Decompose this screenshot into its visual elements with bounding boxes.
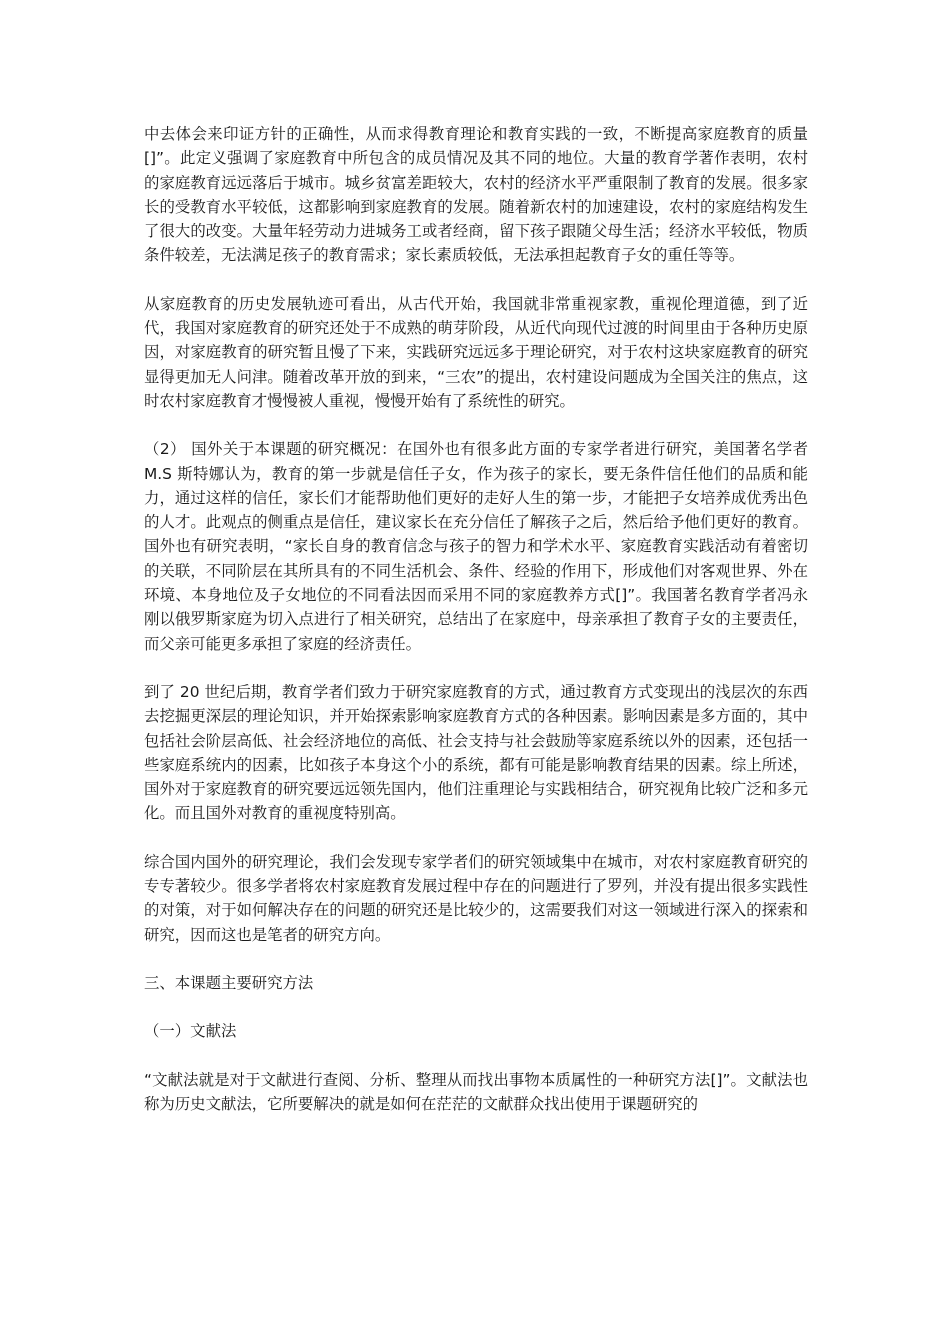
paragraph-spacer [144,413,808,437]
paragraph-spacer [144,995,808,1019]
body-paragraph: 到了 20 世纪后期，教育学者们致力于研究家庭教育的方式，通过教育方式变现出的浅层次的东西去挖掘更深层的理论知识，并开始探索影响家庭教育方式的各种因素。影响因素是多方面的，其中包括社会阶层高低、社会经济地位的高低、社会支持与社会鼓励等家庭系统以外的因素，还包括一些家庭系统内的因素，比如孩子本身这个小的系统，都有可能是影响教育结果的因素。综上所述，国外对于家庭教育的研究要远远领先国内，他们注重理论与实践相结合，研究视角比较广泛和多元化。而且国外对教育的重视度特别高。 [144,682,808,823]
body-paragraph: “文献法就是对于文献进行查阅、分析、整理从而找出事物本质属性的一种研究方法[]”。文献法也称为历史文献法，它所要解决的就是如何在茫茫的文献群众找出使用于课题研究的 [144,1070,808,1113]
paragraph-spacer [144,947,808,971]
body-paragraph: 综合国内国外的研究理论，我们会发现专家学者们的研究领域集中在城市，对农村家庭教育研究的专专著较少。很多学者将农村家庭教育发展过程中存在的问题进行了罗列，并没有提出很多实践性的对策，对于如何解决存在的问题的研究还是比较少的，这需要我们对这一领域进行深入的探索和研究，因而这也是笔者的研究方向。 [144,852,808,944]
paragraph-spacer [144,826,808,850]
body-paragraph: 从家庭教育的历史发展轨迹可看出，从古代开始，我国就非常重视家教，重视伦理道德，到了近代，我国对家庭教育的研究还处于不成熟的萌芽阶段，从近代向现代过渡的时间里由于各种历史原因，对家庭教育的研究暂且慢了下来，实践研究远远多于理论研究，对于农村这块家庭教育的研究显得更加无人问津。随着改革开放的到来，“三农”的提出，农村建设问题成为全国关注的焦点，这时农村家庭教育才慢慢被人重视，慢慢开始有了系统性的研究。 [144,294,808,410]
document-page [144,122,808,1116]
paragraph-spacer [144,268,808,292]
paragraph-spacer [144,656,808,680]
body-paragraph: （2） 国外关于本课题的研究概况：在国外也有很多此方面的专家学者进行研究，美国著名学者 M.S 斯特娜认为，教育的第一步就是信任子女，作为孩子的家长，要无条件信任他们的品质和能力，通过这样的信任，家长们才能帮助他们更好的走好人生的第一步，才能把子女培养成优秀出色的人才。此观点的侧重点是信任，建议家长在充分信任了解孩子之后，然后给予他们更好的教育。国外也有研究表明，“家长自身的教育信念与孩子的智力和学术水平、家庭教育实践活动有着密切的关联，不同阶层在其所具有的不同生活机会、条件、经验的作用下，形成他们对客观世界、外在环境、本身地位及子女地位的不同看法因而采用不同的家庭教养方式[]”。我国著名教育学者冯永刚以俄罗斯家庭为切入点进行了相关研究，总结出了在家庭中，母亲承担了教育子女的主要责任，而父亲可能更多承担了家庭的经济责任。 [144,440,808,653]
subsection-heading: （一）文献法 [144,1022,237,1041]
paragraph-spacer [144,1044,808,1068]
body-paragraph: 中去体会来印证方针的正确性，从而求得教育理论和教育实践的一致，不断提高家庭教育的质量[]”。此定义强调了家庭教育中所包含的成员情况及其不同的地位。大量的教育学著作表明，农村的家庭教育远远落后于城市。城乡贫富差距较大，农村的经济水平严重限制了教育的发展。很多家长的受教育水平较低，这都影响到家庭教育的发展。随着新农村的加速建设，农村的家庭结构发生了很大的改变。大量年轻劳动力进城务工或者经商，留下孩子跟随父母生活；经济水平较低，物质条件较差，无法满足孩子的教育需求；家长素质较低，无法承担起教育子女的重任等等。 [144,125,808,265]
section-heading: 三、本课题主要研究方法 [144,973,314,992]
